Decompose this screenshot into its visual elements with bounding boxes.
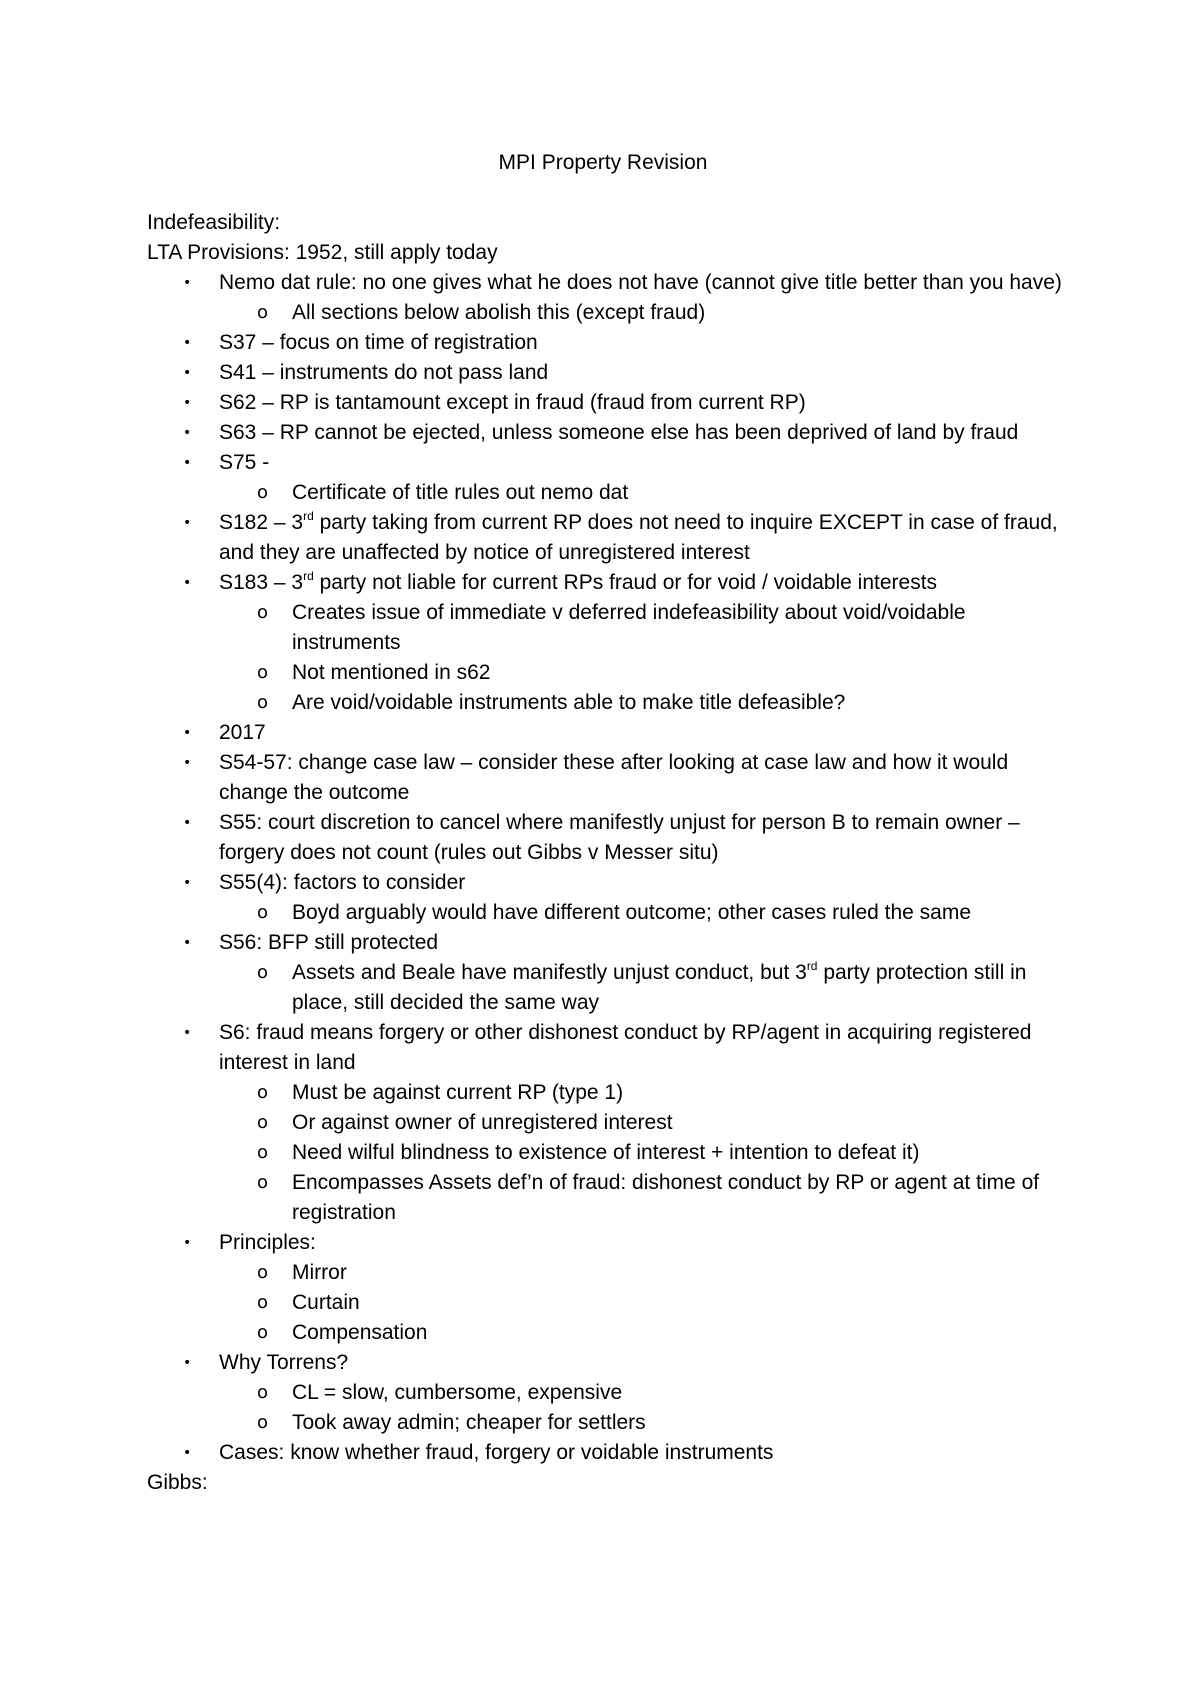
sub-list-item bbox=[147, 1378, 1067, 1408]
circle-bullet-icon: o bbox=[257, 1172, 269, 1193]
bullet-icon: • bbox=[183, 875, 192, 891]
list-item bbox=[147, 808, 1067, 868]
list-item bbox=[147, 508, 1067, 568]
circle-bullet-icon: o bbox=[257, 1082, 269, 1103]
bullet-icon: • bbox=[183, 335, 192, 351]
sub-list-item bbox=[147, 1288, 1067, 1318]
list-item-text: Mirror bbox=[292, 1261, 347, 1284]
list-item-text: Compensation bbox=[292, 1321, 428, 1344]
heading-lta-provisions: LTA Provisions: 1952, still apply today bbox=[147, 241, 498, 264]
list-item bbox=[147, 1348, 1067, 1378]
circle-bullet-icon: o bbox=[257, 1142, 269, 1163]
sub-list-item bbox=[147, 1168, 1067, 1228]
bullet-icon: • bbox=[183, 455, 192, 471]
bullet-icon: • bbox=[183, 1445, 192, 1461]
list-item-text: Are void/voidable instruments able to make title defeasible? bbox=[292, 691, 846, 714]
list-item-text: Encompasses Assets def’n of fraud: dishonest conduct by RP or agent at time of registration bbox=[292, 1171, 1040, 1224]
bullet-icon: • bbox=[183, 425, 192, 441]
list-item bbox=[147, 268, 1067, 298]
list-item-text: S56: BFP still protected bbox=[219, 931, 439, 954]
circle-bullet-icon: o bbox=[257, 962, 269, 983]
list-item-text: Curtain bbox=[292, 1291, 360, 1314]
list-item-text: All sections below abolish this (except fraud) bbox=[292, 301, 706, 324]
circle-bullet-icon: o bbox=[257, 662, 269, 683]
bullet-icon: • bbox=[183, 515, 192, 531]
bullet-icon: • bbox=[183, 1025, 192, 1041]
list-item-text: S55: court discretion to cancel where manifestly unjust for person B to remain owner – forgery does not count (rules out Gibbs v Messer situ) bbox=[219, 811, 1020, 864]
list-item-text: S54-57: change case law – consider these after looking at case law and how it would change the outcome bbox=[219, 751, 1009, 804]
list-item-text: Must be against current RP (type 1) bbox=[292, 1081, 624, 1104]
document-title: MPI Property Revision bbox=[498, 151, 708, 174]
circle-bullet-icon: o bbox=[257, 1262, 269, 1283]
bullet-icon: • bbox=[183, 1235, 192, 1251]
list-item-text: S6: fraud means forgery or other dishonest conduct by RP/agent in acquiring registered interest in land bbox=[219, 1021, 1032, 1074]
list-item bbox=[147, 868, 1067, 898]
list-item-text: 2017 bbox=[219, 721, 266, 744]
sub-list-item bbox=[147, 478, 1067, 508]
circle-bullet-icon: o bbox=[257, 692, 269, 713]
circle-bullet-icon: o bbox=[257, 1412, 269, 1433]
sub-list-item bbox=[147, 598, 1067, 658]
heading-gibbs: Gibbs: bbox=[147, 1471, 208, 1494]
circle-bullet-icon: o bbox=[257, 302, 269, 323]
list-item-text: CL = slow, cumbersome, expensive bbox=[292, 1381, 623, 1404]
list-item-text: Cases: know whether fraud, forgery or voidable instruments bbox=[219, 1441, 774, 1464]
list-item bbox=[147, 1018, 1067, 1078]
sub-list-item bbox=[147, 688, 1067, 718]
notes-list bbox=[147, 268, 1067, 1468]
list-item-text: Took away admin; cheaper for settlers bbox=[292, 1411, 646, 1434]
list-item-text: Assets and Beale have manifestly unjust conduct, but 3rd party protection still in place, still decided the same way bbox=[292, 959, 1027, 1014]
list-item-text: Why Torrens? bbox=[219, 1351, 349, 1374]
bullet-icon: • bbox=[183, 365, 192, 381]
list-item bbox=[147, 328, 1067, 358]
circle-bullet-icon: o bbox=[257, 1292, 269, 1313]
list-item-text: Certificate of title rules out nemo dat bbox=[292, 481, 629, 504]
list-item bbox=[147, 748, 1067, 808]
sub-list-item bbox=[147, 1258, 1067, 1288]
bullet-icon: • bbox=[183, 275, 192, 291]
list-item-text: S37 – focus on time of registration bbox=[219, 331, 538, 354]
heading-indefeasibility: Indefeasibility: bbox=[147, 211, 281, 234]
bullet-icon: • bbox=[183, 575, 192, 591]
list-item bbox=[147, 388, 1067, 418]
list-item bbox=[147, 418, 1067, 448]
bullet-icon: • bbox=[183, 815, 192, 831]
list-item-text: S55(4): factors to consider bbox=[219, 871, 466, 894]
list-item bbox=[147, 1228, 1067, 1258]
circle-bullet-icon: o bbox=[257, 902, 269, 923]
bullet-icon: • bbox=[183, 1355, 192, 1371]
list-item-text: S183 – 3rd party not liable for current RPs fraud or for void / voidable interests bbox=[219, 569, 938, 594]
sub-list-item bbox=[147, 1078, 1067, 1108]
list-item bbox=[147, 358, 1067, 388]
list-item-text: S75 - bbox=[219, 451, 270, 474]
sub-list-item bbox=[147, 1108, 1067, 1138]
bullet-icon: • bbox=[183, 725, 192, 741]
circle-bullet-icon: o bbox=[257, 482, 269, 503]
list-item bbox=[147, 568, 1067, 598]
bullet-icon: • bbox=[183, 935, 192, 951]
circle-bullet-icon: o bbox=[257, 602, 269, 623]
list-item-text: Principles: bbox=[219, 1231, 316, 1254]
list-item-text: Creates issue of immediate v deferred indefeasibility about void/voidable instruments bbox=[292, 601, 966, 654]
sub-list-item bbox=[147, 958, 1067, 1018]
list-item-text: S62 – RP is tantamount except in fraud (fraud from current RP) bbox=[219, 391, 806, 414]
document-body bbox=[147, 148, 1067, 1498]
list-item-text: Boyd arguably would have different outcome; other cases ruled the same bbox=[292, 901, 972, 924]
list-item-text: S182 – 3rd party taking from current RP does not need to inquire EXCEPT in case of fraud, and they are unaffected by notice of unregistered interest bbox=[219, 509, 1058, 564]
circle-bullet-icon: o bbox=[257, 1322, 269, 1343]
list-item bbox=[147, 448, 1067, 478]
circle-bullet-icon: o bbox=[257, 1382, 269, 1403]
sub-list-item bbox=[147, 1138, 1067, 1168]
list-item-text: Or against owner of unregistered interest bbox=[292, 1111, 673, 1134]
circle-bullet-icon: o bbox=[257, 1112, 269, 1133]
sub-list-item bbox=[147, 898, 1067, 928]
sub-list-item bbox=[147, 1318, 1067, 1348]
sub-list-item bbox=[147, 298, 1067, 328]
list-item-text: S63 – RP cannot be ejected, unless someone else has been deprived of land by fraud bbox=[219, 421, 1019, 444]
list-item-text: Need wilful blindness to existence of interest + intention to defeat it) bbox=[292, 1141, 920, 1164]
sub-list-item bbox=[147, 1408, 1067, 1438]
list-item bbox=[147, 928, 1067, 958]
list-item-text: Nemo dat rule: no one gives what he does not have (cannot give title better than you have) bbox=[219, 271, 1062, 294]
bullet-icon: • bbox=[183, 395, 192, 411]
list-item-text: S41 – instruments do not pass land bbox=[219, 361, 549, 384]
bullet-icon: • bbox=[183, 755, 192, 771]
sub-list-item bbox=[147, 658, 1067, 688]
list-item bbox=[147, 718, 1067, 748]
list-item-text: Not mentioned in s62 bbox=[292, 661, 491, 684]
list-item bbox=[147, 1438, 1067, 1468]
